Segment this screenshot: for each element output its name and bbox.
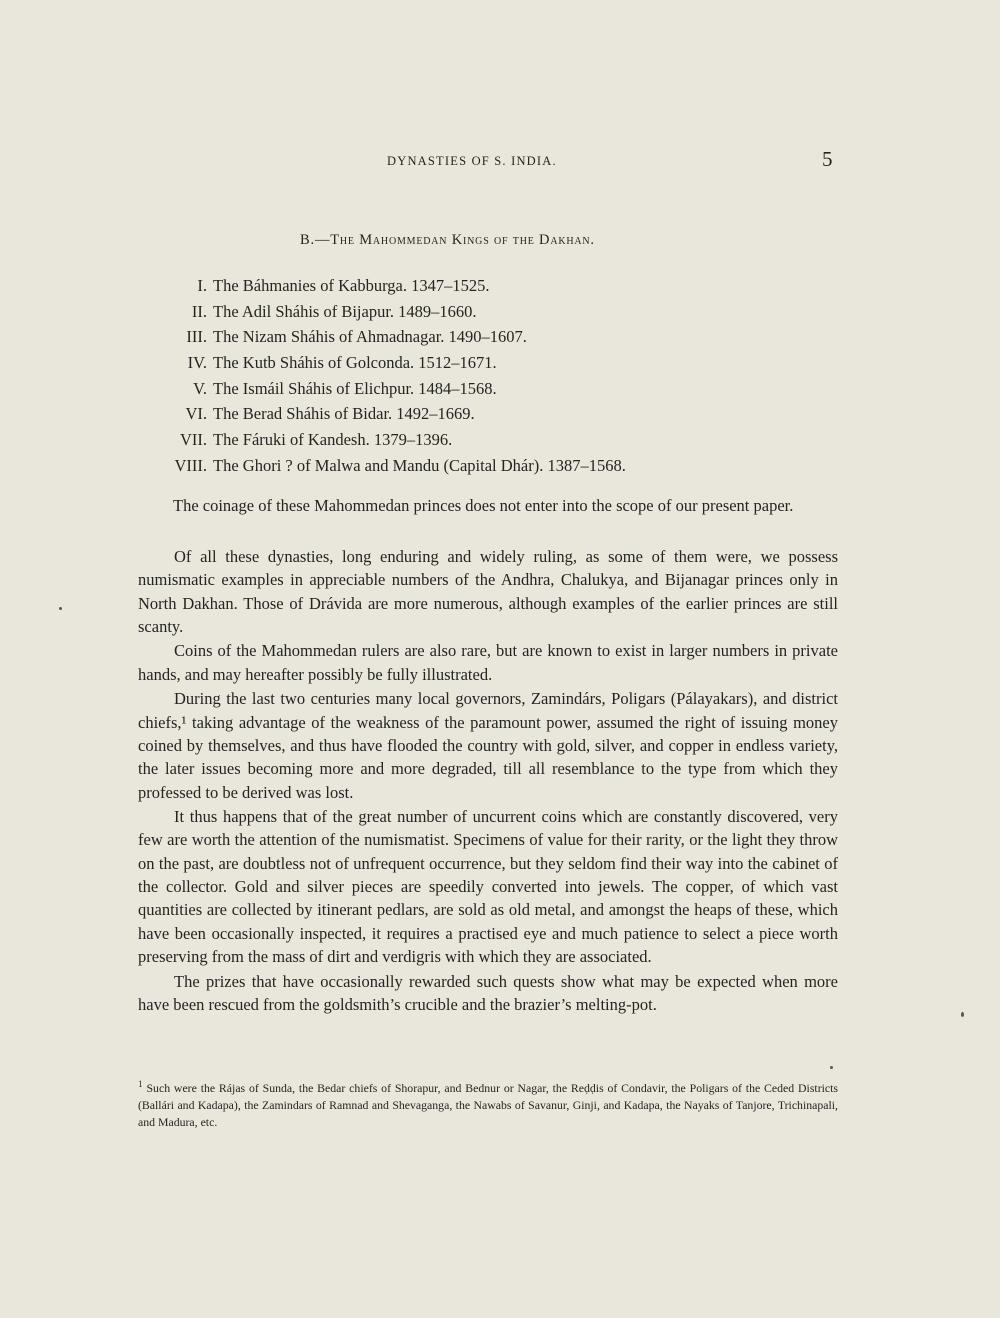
dynasty-numeral: II. — [191, 301, 207, 321]
footnote-mark: 1 — [138, 1079, 143, 1089]
dynasty-numeral: VI. — [185, 404, 207, 424]
dynasty-text: The Fáruki of Kandesh. 1379–1396. — [213, 430, 453, 450]
section-heading: B.—The Mahommedan Kings of the Dakhan. — [300, 232, 595, 248]
paragraph: Coins of the Mahommedan rulers are also rare, but are known to exist in larger numbers in private hands, and may hereafter possibly be fully illustrated. — [138, 641, 838, 684]
dynasty-text: The Adil Sháhis of Bijapur. 1489–1660. — [213, 301, 477, 321]
dynasty-item — [155, 350, 626, 376]
paragraph: Of all these dynasties, long enduring and widely ruling, as some of them were, we possess numismatic examples in appreciable numbers of the Andhra, Chalukya, and Bijanagar princes only in North Dakhan. Those of Drávida are more numerous, although examples of the earlier princes are still scanty. — [138, 547, 838, 636]
paragraph: During the last two centuries many local governors, Zamindárs, Poligars (Pálayakars), and district chiefs,¹ taking advantage of the weakness of the paramount power, assumed the right of issuing money coined by themselves, and thus have flooded the country with gold, silver, and copper in endless variety, the later issues becoming more and more degraded, till all resemblance to the type from which they professed to be derived was lost. — [138, 689, 838, 802]
dynasty-item — [155, 427, 626, 453]
dynasty-item — [155, 453, 626, 479]
dynasty-numeral: VIII. — [174, 455, 207, 475]
dynasty-numeral: V. — [193, 378, 207, 398]
dynasty-list — [155, 273, 626, 479]
running-title: DYNASTIES OF S. INDIA. — [387, 154, 557, 168]
page-number: 5 — [822, 147, 833, 171]
paper-speck — [59, 607, 62, 610]
paragraph: The prizes that have occasionally rewarded such quests show what may be expected when more have been rescued from the goldsmith’s crucible and the brazier’s melting-pot. — [138, 971, 838, 1014]
body-text — [138, 545, 838, 1017]
dynasty-text: The Báhmanies of Kabburga. 1347–1525. — [213, 276, 490, 295]
footnote-text: Such were the Rájas of Sunda, the Bedar chiefs of Shorapur, and Bednur or Nagar, the Reḍḍis of Condavir, the Poligars of the Ceded Districts (Ballári and Kadapa), the Zamindars of Ramnad and Shevaganga, the Nawabs of Savanur, Ginji, and Kadapa, the Nayaks of Tanjore, Trichinapali, and Madura, etc. — [138, 1080, 838, 1130]
dynasty-text: The Nizam Sháhis of Ahmadnagar. 1490–1607. — [213, 327, 527, 347]
dynasty-numeral: VII. — [179, 430, 207, 450]
dynasty-numeral: I. — [197, 276, 207, 295]
dynasty-item — [155, 376, 626, 402]
dynasty-text: The Berad Sháhis of Bidar. 1492–1669. — [213, 404, 475, 424]
dynasty-numeral: IV. — [187, 353, 207, 373]
footnote — [138, 1076, 838, 1132]
dynasty-item — [155, 299, 626, 325]
paragraph: It thus happens that of the great number of uncurrent coins which are constantly discovered, very few are worth the attention of the numismatist. Specimens of value for their rarity, or the light they throw on the past, are doubtless not of unfrequent occurrence, but they seldom find their way into the cabinet of the collector. Gold and silver pieces are speedily converted into jewels. The copper, of which vast quantities are collected by itinerant pedlars, are sold as old metal, and amongst the heaps of these, which have been occasionally inspected, it requires a practised eye and much patience to select a piece worth preserving from the mass of dirt and verdigris with which they are associated. — [138, 807, 838, 966]
dynasty-item — [155, 324, 626, 350]
dynasty-text: The Ismáil Sháhis of Elichpur. 1484–1568. — [213, 378, 497, 398]
dynasty-item — [155, 273, 626, 299]
dynasty-text: The Kutb Sháhis of Golconda. 1512–1671. — [213, 353, 497, 373]
dynasty-text: The Ghori ? of Malwa and Mandu (Capital Dhár). 1387–1568. — [213, 455, 626, 475]
paper-speck — [961, 1012, 964, 1017]
dynasty-item — [155, 401, 626, 427]
paper-speck — [830, 1066, 833, 1069]
dynasty-numeral: III. — [186, 327, 207, 347]
intro-sentence: The coinage of these Mahommedan princes does not enter into the scope of our present paper. — [173, 496, 794, 515]
